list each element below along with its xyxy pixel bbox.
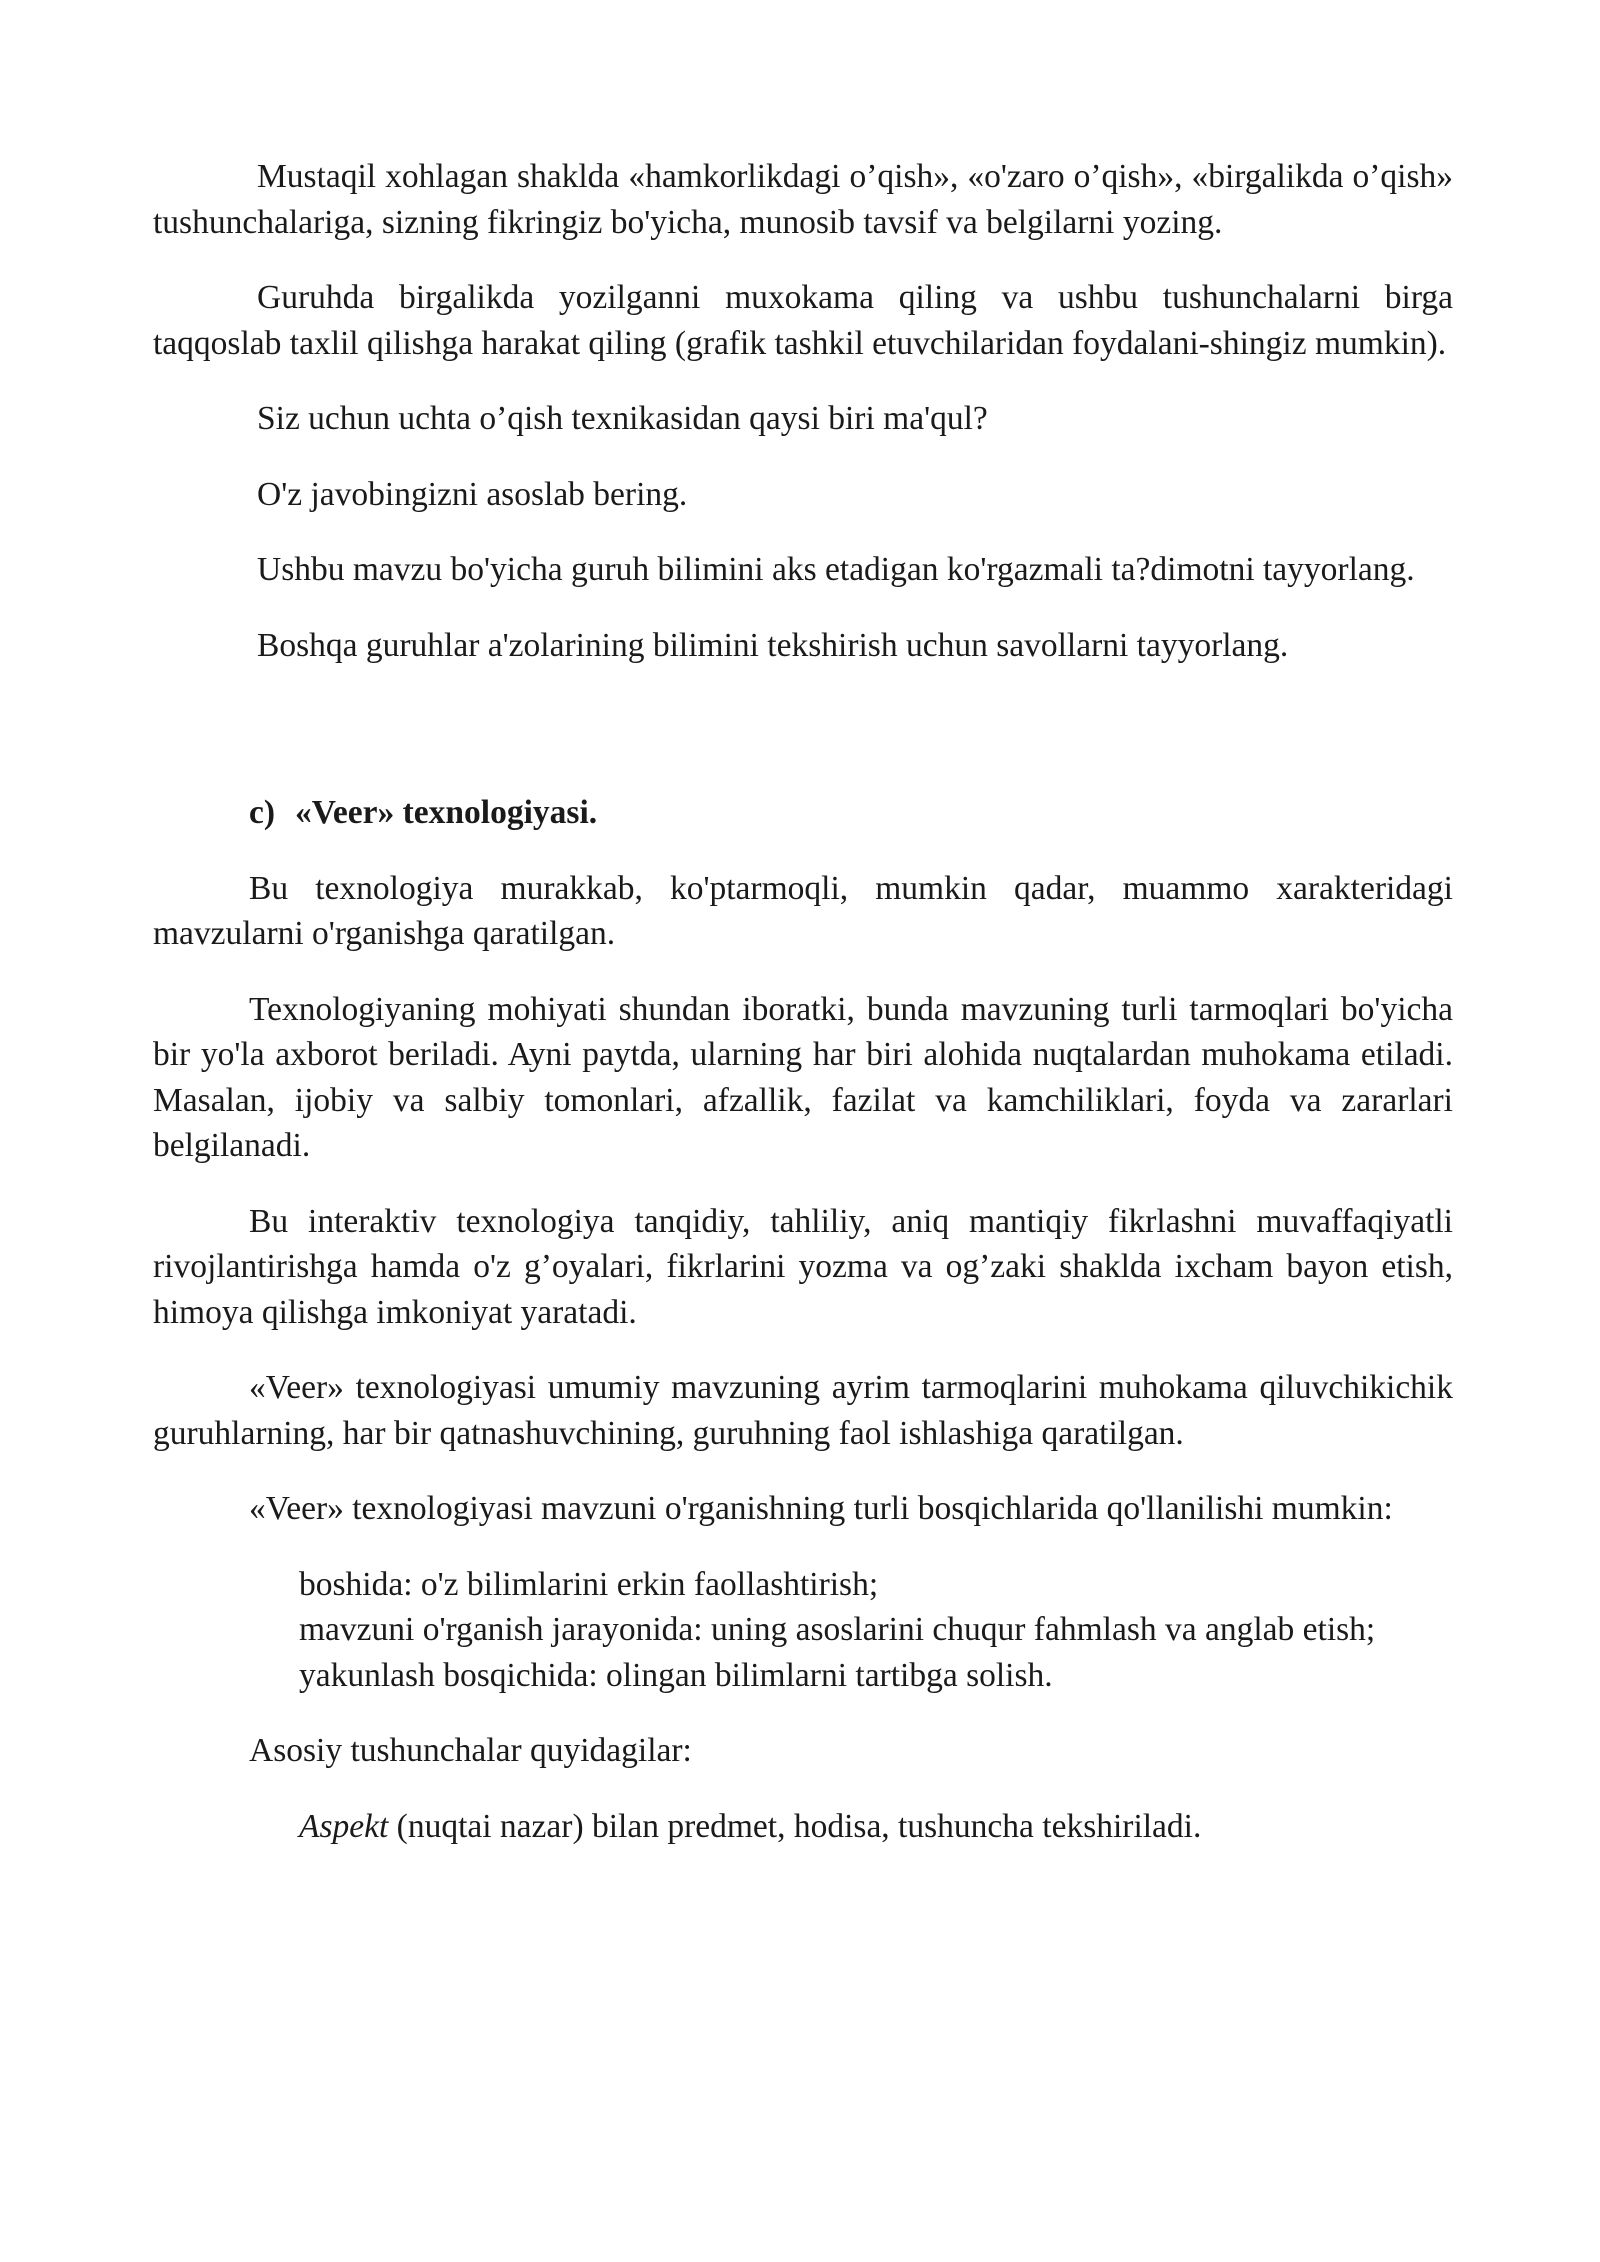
paragraph: Siz uchun uchta o’qish texnikasidan qaysi biri ma'qul?	[257, 400, 988, 437]
paragraph: «Veer» texnologiyasi mavzuni o'rganishning turli bosqichlarida qo'llanilishi mumkin:	[249, 1490, 1393, 1527]
paragraph: Bu interaktiv texnologiya tanqidiy, tahliliy, aniq mantiqiy fikrlashni muvaffaqiyatli rivojlantirishga hamda o'z g’oyalari, fikrlarini yozma va og’zaki shaklda ixcham bayon etish, himoya qilishga imkoniyat yaratadi.	[153, 1202, 1453, 1331]
paragraph: Boshqa guruhlar a'zolarining bilimini tekshirish uchun savollarni tayyorlang.	[257, 626, 1289, 664]
stages-list	[153, 1562, 1453, 1699]
paragraph: Guruhda birgalikda yozilganni muxokama qiling va ushbu tushunchalarni birga taqqoslab taxlil qilishga harakat qiling (grafik tashkil etuvchilaridan foydalani-shingiz mumkin).	[153, 279, 1453, 362]
document-page	[153, 154, 1453, 1849]
list-item: yakunlash bosqichida: olingan bilimlarni tartibga solish.	[299, 1656, 1053, 1694]
paragraph: «Veer» texnologiyasi umumiy mavzuning ayrim tarmoqlarini muhokama qiluvchikichik guruhlarning, har bir qatnashuvchining, guruhning faol ishlashiga qaratilgan.	[153, 1369, 1453, 1452]
aspekt-text: (nuqtai nazar) bilan predmet, hodisa, tushuncha tekshiriladi.	[388, 1807, 1202, 1845]
section-title: «Veer» texnologiyasi.	[295, 794, 598, 831]
section-heading	[249, 790, 1453, 836]
concepts-intro: Asosiy tushunchalar quyidagilar:	[249, 1732, 692, 1769]
list-item: boshida: o'z bilimlarini erkin faollashtirish;	[299, 1565, 879, 1603]
paragraph: Bu texnologiya murakkab, ko'ptarmoqli, mumkin qadar, muammo xarakteridagi mavzularni o'rganishga qaratilgan.	[153, 869, 1453, 952]
aspekt-definition	[153, 1804, 1453, 1850]
paragraph: Mustaqil xohlagan shaklda «hamkorlikdagi o’qish», «o'zaro o’qish», «birgalikda o’qish» tushunchalariga, sizning fikringiz bo'yicha, munosib tavsif va belgilarni yozing.	[153, 158, 1453, 241]
section-number: c)	[249, 794, 276, 831]
paragraph: O'z javobingizni asoslab bering.	[257, 475, 688, 513]
paragraph: Ushbu mavzu bo'yicha guruh bilimini aks etadigan ko'rgazmali ta?dimotni tayyorlang.	[257, 551, 1415, 588]
paragraph: Texnologiyaning mohiyati shundan iboratki, bunda mavzuning turli tarmoqlari bo'yicha bir yo'la axborot beriladi. Ayni paytda, ularning har biri alohida nuqtalardan muhokama etiladi. Masalan, ijobiy va salbiy tomonlari, afzallik, fazilat va kamchiliklari, foyda va zararlari belgilanadi.	[153, 990, 1453, 1164]
list-item: mavzuni o'rganish jarayonida: uning asoslarini chuqur fahmlash va anglab etish;	[299, 1611, 1376, 1648]
aspekt-term: Aspekt	[299, 1807, 389, 1845]
